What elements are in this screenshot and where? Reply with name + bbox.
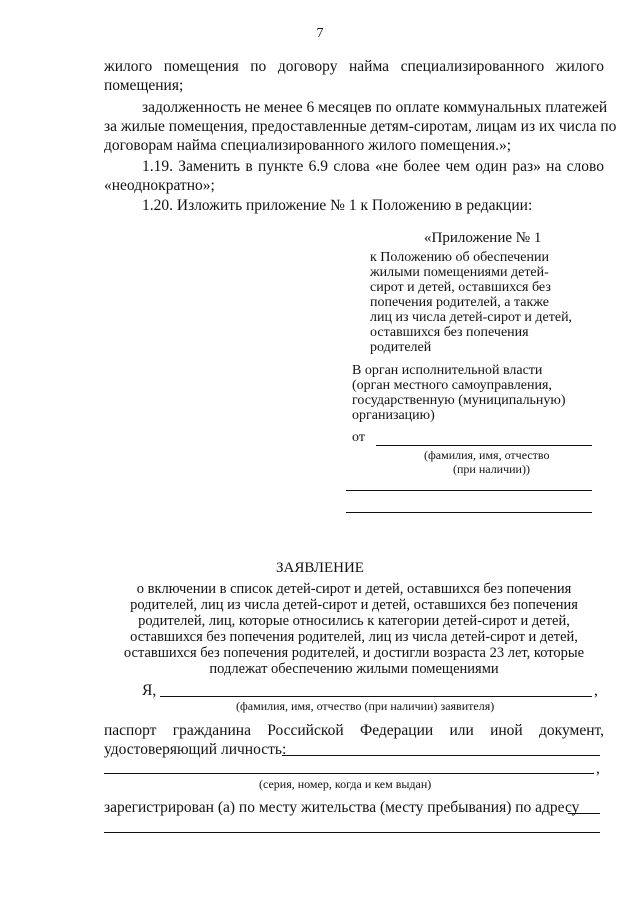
appendix-line: оставшихся без попечения	[370, 325, 529, 340]
document-comma: ,	[596, 760, 600, 777]
paragraph-1-line-1: жилого помещения по договору найма специализированного жилого	[104, 58, 604, 75]
application-title: ЗАЯВЛЕНИЕ	[276, 560, 364, 576]
paragraph-1-line-2: помещения;	[104, 77, 184, 94]
paragraph-3-line-2: «неоднократно»;	[104, 177, 215, 194]
application-subtitle-line: оставшихся без попечения родителей, и достигли возраста 23 лет, которые	[123, 645, 585, 661]
from-name-line[interactable]	[376, 445, 592, 446]
from-name-hint: (при наличии))	[453, 462, 530, 476]
appendix-line: сирот и детей, оставшихся без	[370, 280, 551, 295]
addressee-line: В орган исполнительной власти	[352, 363, 543, 378]
registration-address-line-2[interactable]	[104, 832, 600, 833]
appendix-title: «Приложение № 1	[424, 230, 542, 246]
address-line[interactable]	[346, 512, 592, 513]
registered-label: зарегистрирован (а) по месту жительства (месту пребывания) по адресу	[104, 799, 580, 816]
application-subtitle-line: подлежат обеспечению жилыми помещениями	[209, 661, 499, 677]
paragraph-2-line-3: договорам найма специализированного жилого помещения.»;	[104, 137, 512, 154]
applicant-name-hint: (фамилия, имя, отчество (при наличии) заявителя)	[236, 699, 495, 713]
appendix-line: родителей	[370, 340, 432, 355]
appendix-line: к Положению об обеспечении	[370, 250, 549, 265]
document-details-hint: (серия, номер, когда и кем выдан)	[259, 777, 432, 791]
from-name-hint: (фамилия, имя, отчество	[424, 448, 550, 462]
addressee-line: государственную (муниципальную)	[352, 393, 566, 408]
appendix-line: попечения родителей, а также	[370, 295, 549, 310]
paragraph-4-line-1: 1.20. Изложить приложение № 1 к Положению в редакции:	[142, 197, 533, 214]
paragraph-2-line-2: за жилые помещения, предоставленные детям-сиротам, лицам из их числа по	[104, 118, 617, 135]
identity-label: удостоверяющий личность:	[104, 741, 287, 758]
application-subtitle-line: о включении в список детей-сирот и детей, оставшихся без попечения	[136, 581, 572, 597]
identity-document-line[interactable]	[282, 755, 600, 756]
application-subtitle-line: оставшихся без попечения родителей, лиц из числа детей-сирот и детей,	[130, 629, 578, 645]
document-details-line[interactable]	[104, 773, 594, 774]
registration-address-line[interactable]	[568, 813, 600, 814]
applicant-name-line[interactable]	[160, 696, 592, 697]
passport-line: паспорт гражданина Российской Федерации или иной документ,	[104, 722, 604, 739]
from-label: от	[352, 430, 365, 445]
appendix-line: лиц из числа детей-сирот и детей,	[370, 310, 573, 325]
page-number: 7	[316, 26, 324, 41]
addressee-line: организацию)	[352, 408, 435, 423]
address-line[interactable]	[346, 490, 592, 491]
addressee-line: (орган местного самоуправления,	[352, 378, 552, 393]
paragraph-2-line-1: задолженность не менее 6 месяцев по оплате коммунальных платежей	[142, 99, 608, 116]
application-subtitle-line: родителей, лиц, которые относились к категории детей-сирот и детей,	[138, 613, 570, 629]
i-label: Я,	[142, 682, 157, 699]
application-subtitle-line: родителей, лиц из числа детей-сирот и детей, оставшихся без попечения	[130, 597, 578, 613]
i-comma: ,	[594, 682, 598, 699]
paragraph-3-line-1: 1.19. Заменить в пункте 6.9 слова «не более чем один раз» на слово	[142, 158, 604, 175]
appendix-line: жилыми помещениями детей-	[370, 265, 549, 280]
